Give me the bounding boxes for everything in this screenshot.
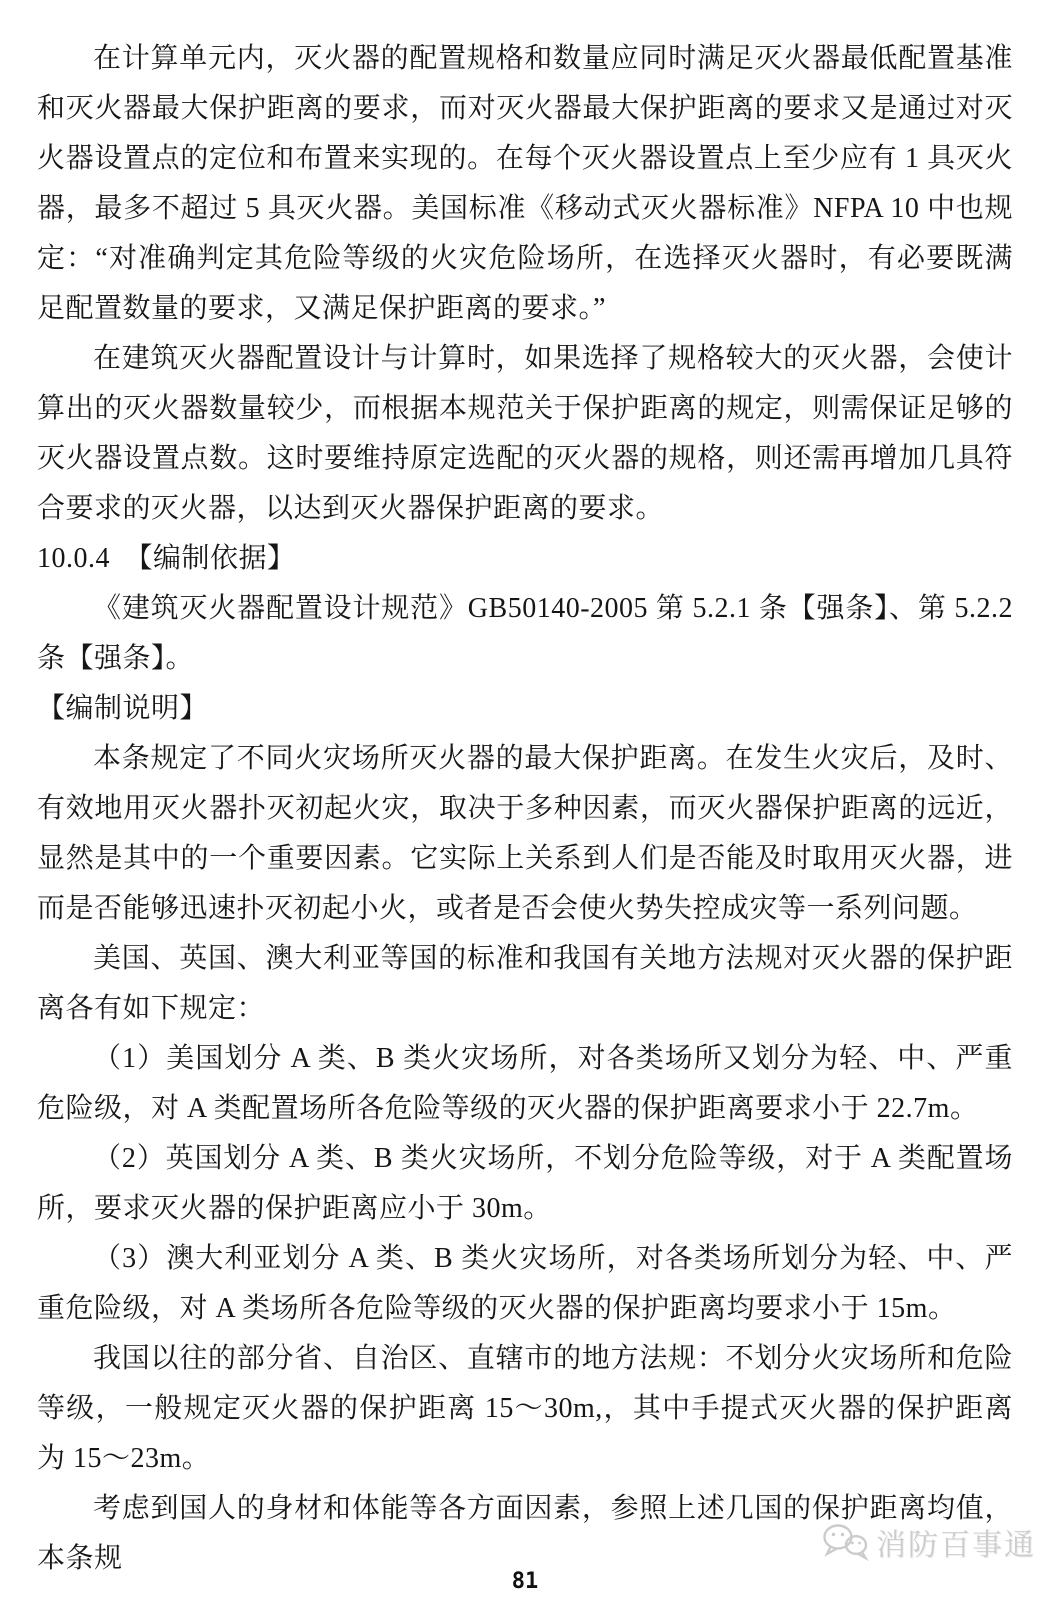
section-heading-clause: 10.0.4 【编制依据】 xyxy=(37,543,296,574)
watermark-text: 消防百事通 xyxy=(876,1529,1036,1562)
document-page xyxy=(37,34,1013,1584)
paragraph: 考虑到国人的身材和体能等各方面因素，参照上述几国的保护距离均值，本条规 xyxy=(37,1493,1013,1574)
paragraph: 本条规定了不同火灾场所灭火器的最大保护距离。在发生火灾后，及时、有效地用灭火器扑灭初起火灾，取决于多种因素，而灭火器保护距离的远近，显然是其中的一个重要因素。它实际上关系到人们是否能及时取用灭火器，进而是否能够迅速扑灭初起小火，或者是否会使火势失控成灾等一系列问题。 xyxy=(37,743,1013,924)
paragraph: 美国、英国、澳大利亚等国的标准和我国有关地方法规对灭火器的保护距离各有如下规定： xyxy=(37,943,1013,1024)
section-heading-explanation: 【编制说明】 xyxy=(37,693,209,724)
paragraph: 在建筑灭火器配置设计与计算时，如果选择了规格较大的灭火器，会使计算出的灭火器数量较少，而根据本规范关于保护距离的规定，则需保证足够的灭火器设置点数。这时要维持原定选配的灭火器的规格，则还需再增加几具符合要求的灭火器，以达到灭火器保护距离的要求。 xyxy=(37,343,1013,524)
paragraph: 《建筑灭火器配置设计规范》GB50140-2005 第 5.2.1 条【强条】、第 5.2.2 条【强条】。 xyxy=(37,593,1013,674)
paragraph: （1）美国划分 A 类、B 类火灾场所，对各类场所又划分为轻、中、严重危险级，对 A 类配置场所各危险等级的灭火器的保护距离要求小于 22.7m。 xyxy=(37,1043,1013,1124)
wechat-icon xyxy=(821,1523,869,1561)
paragraph: 我国以往的部分省、自治区、直辖市的地方法规：不划分火灾场所和危险等级，一般规定灭火器的保护距离 15～30m,，其中手提式灭火器的保护距离为 15～23m。 xyxy=(37,1343,1013,1474)
paragraph: （3）澳大利亚划分 A 类、B 类火灾场所，对各类场所划分为轻、中、严重危险级，对 A 类场所各危险等级的灭火器的保护距离均要求小于 15m。 xyxy=(37,1243,1013,1324)
page-number: 81 xyxy=(511,1569,539,1594)
paragraph: （2）英国划分 A 类、B 类火灾场所，不划分危险等级，对于 A 类配置场所，要求灭火器的保护距离应小于 30m。 xyxy=(37,1143,1013,1224)
watermark xyxy=(821,1520,1036,1564)
paragraph: 在计算单元内，灭火器的配置规格和数量应同时满足灭火器最低配置基准和灭火器最大保护距离的要求，而对灭火器最大保护距离的要求又是通过对灭火器设置点的定位和布置来实现的。在每个灭火器设置点上至少应有 1 具灭火器，最多不超过 5 具灭火器。美国标准《移动式灭火器标准》NFPA 10 中也规定：“对准确判定其危险等级的火灾危险场所，在选择灭火器时，有必要既满足配置数量的要求，又满足保护距离的要求。” xyxy=(37,43,1013,324)
